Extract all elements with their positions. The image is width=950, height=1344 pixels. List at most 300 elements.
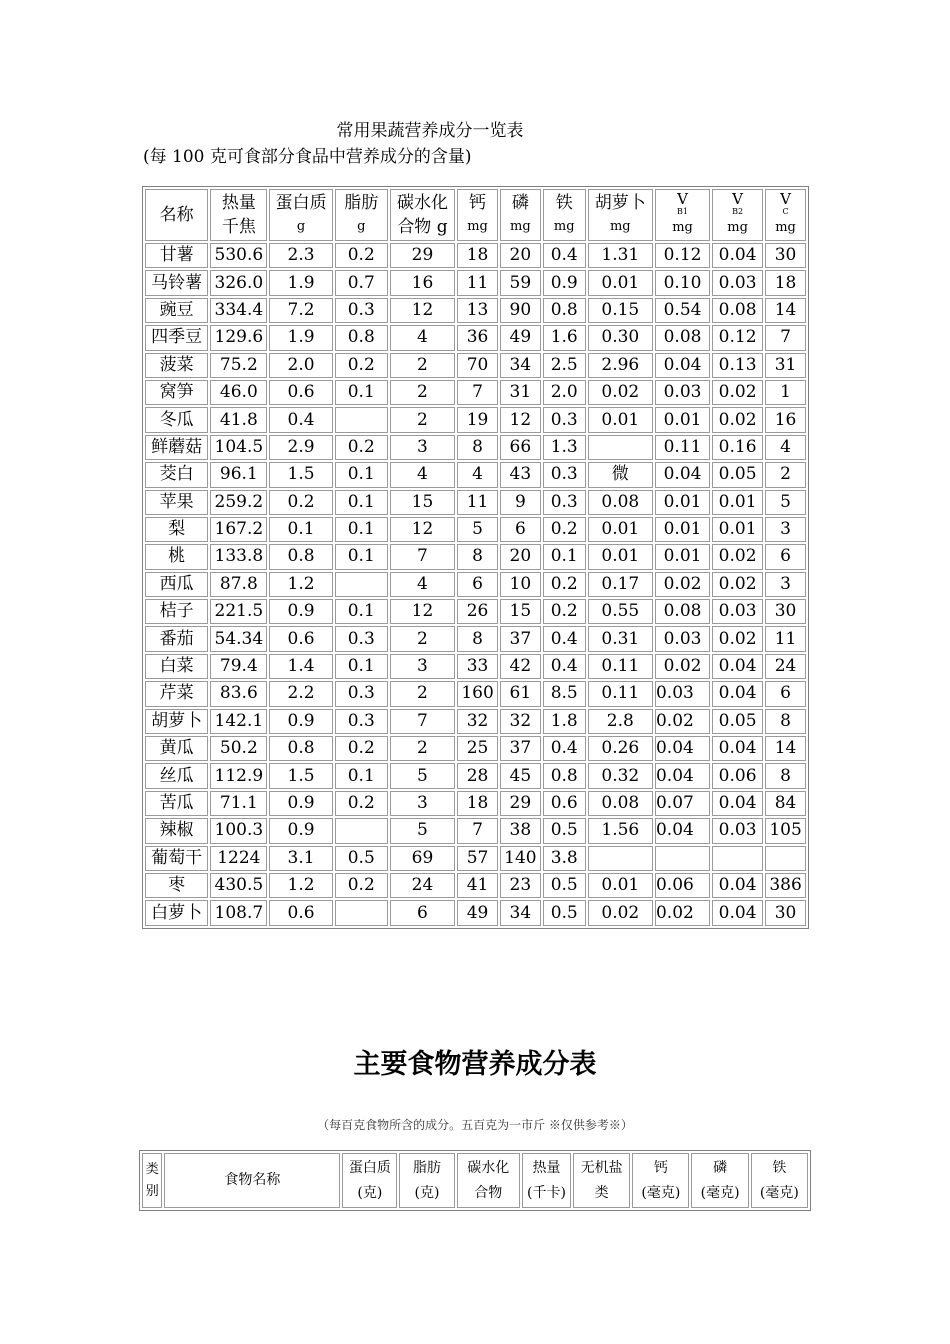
cell-heat: 129.6 [210,325,267,350]
cell-calcium: 36 [457,325,498,350]
cell-iron: 2.0 [543,380,586,405]
cell-fat: 0.2 [335,873,388,898]
header-carb: 碳水化 合物 g [390,189,455,241]
cell-protein: 0.6 [269,380,332,405]
header-protein: 蛋白质 (克) [342,1153,397,1208]
cell-vb1: 0.01 [655,407,710,432]
cell-carb: 16 [390,270,455,295]
cell-phosphorus: 90 [500,298,541,323]
cell-calcium: 25 [457,736,498,761]
cell-vc: 5 [765,490,806,515]
cell-vb2: 0.02 [712,380,763,405]
cell-name: 菠菜 [145,353,208,378]
cell-carotene: 0.30 [588,325,653,350]
table-row [145,490,806,515]
cell-iron: 0.1 [543,544,586,569]
cell-vc: 30 [765,243,806,268]
cell-calcium: 8 [457,544,498,569]
cell-iron: 1.3 [543,435,586,460]
cell-protein: 0.8 [269,544,332,569]
cell-phosphorus: 31 [500,380,541,405]
cell-iron: 8.5 [543,681,586,706]
cell-phosphorus: 45 [500,763,541,788]
cell-phosphorus: 42 [500,654,541,679]
cell-heat: 79.4 [210,654,267,679]
cell-vc: 1 [765,380,806,405]
cell-heat: 142.1 [210,709,267,734]
cell-vc: 6 [765,681,806,706]
cell-fat: 0.2 [335,243,388,268]
cell-fat: 0.1 [335,599,388,624]
cell-heat: 96.1 [210,462,267,487]
section2-title: 主要食物营养成分表 [353,1049,597,1080]
cell-heat: 530.6 [210,243,267,268]
cell-fat [335,818,388,843]
cell-calcium: 13 [457,298,498,323]
cell-name: 桔子 [145,599,208,624]
cell-vc: 84 [765,791,806,816]
cell-fat [335,900,388,925]
cell-protein: 3.1 [269,846,332,871]
cell-phosphorus: 29 [500,791,541,816]
header-carb: 碳水化 合物 [457,1153,520,1208]
cell-fat [335,572,388,597]
cell-carotene: 0.11 [588,654,653,679]
cell-iron: 1.8 [543,709,586,734]
table-row [145,544,806,569]
cell-name: 苦瓜 [145,791,208,816]
cell-fat: 0.3 [335,298,388,323]
cell-iron: 0.4 [543,736,586,761]
cell-fat: 0.1 [335,380,388,405]
cell-protein: 2.9 [269,435,332,460]
cell-iron: 0.3 [543,490,586,515]
cell-carb: 6 [390,900,455,925]
cell-carb: 7 [390,709,455,734]
cell-phosphorus: 61 [500,681,541,706]
cell-fat: 0.8 [335,325,388,350]
table-row [145,599,806,624]
cell-carotene: 0.15 [588,298,653,323]
cell-protein: 0.9 [269,709,332,734]
table-row [145,846,806,871]
cell-vb1: 0.01 [655,544,710,569]
table-row [145,325,806,350]
cell-vb2: 0.02 [712,544,763,569]
cell-carotene: 0.01 [588,544,653,569]
cell-carb: 12 [390,599,455,624]
cell-calcium: 49 [457,900,498,925]
cell-name: 鲜蘑菇 [145,435,208,460]
table-row [145,353,806,378]
cell-vb2: 0.06 [712,763,763,788]
cell-fat [335,407,388,432]
table-row [145,709,806,734]
cell-carb: 24 [390,873,455,898]
cell-calcium: 19 [457,407,498,432]
cell-vc: 14 [765,736,806,761]
cell-fat: 0.1 [335,544,388,569]
cell-carotene: 0.08 [588,791,653,816]
cell-calcium: 11 [457,490,498,515]
cell-calcium: 8 [457,435,498,460]
table-row [145,517,806,542]
cell-vc: 24 [765,654,806,679]
cell-name: 桃 [145,544,208,569]
cell-vb2: 0.01 [712,490,763,515]
header-fat: 脂肪 g [335,189,388,241]
cell-vb1: 0.02 [655,709,710,734]
header-vc: V C mg [765,189,806,241]
cell-phosphorus: 43 [500,462,541,487]
cell-heat: 100.3 [210,818,267,843]
cell-phosphorus: 49 [500,325,541,350]
cell-heat: 104.5 [210,435,267,460]
cell-iron: 0.3 [543,407,586,432]
cell-vc: 14 [765,298,806,323]
cell-iron: 0.5 [543,900,586,925]
table-row [145,763,806,788]
header-row [145,189,806,241]
cell-iron: 0.4 [543,626,586,651]
cell-name: 胡萝卜 [145,709,208,734]
cell-iron: 0.8 [543,298,586,323]
cell-heat: 71.1 [210,791,267,816]
cell-carotene: 0.08 [588,490,653,515]
cell-vb2: 0.04 [712,654,763,679]
cell-name: 葡萄干 [145,846,208,871]
table-subtitle: (每 100 克可食部分食品中营养成分的含量) [143,147,472,167]
cell-vb2: 0.12 [712,325,763,350]
cell-vb1: 0.06 [655,873,710,898]
cell-carotene: 0.31 [588,626,653,651]
cell-carotene: 0.01 [588,270,653,295]
cell-protein: 1.2 [269,572,332,597]
cell-carb: 12 [390,517,455,542]
cell-vb2: 0.04 [712,791,763,816]
cell-calcium: 7 [457,818,498,843]
cell-vc: 3 [765,572,806,597]
cell-vc: 6 [765,544,806,569]
cell-phosphorus: 9 [500,490,541,515]
cell-carb: 2 [390,353,455,378]
cell-carb: 2 [390,380,455,405]
cell-vb1: 0.12 [655,243,710,268]
cell-carb: 4 [390,462,455,487]
table-row [145,681,806,706]
table-row [145,462,806,487]
cell-iron: 0.9 [543,270,586,295]
cell-heat: 46.0 [210,380,267,405]
table-row [145,873,806,898]
cell-fat: 0.1 [335,490,388,515]
cell-vb1: 0.08 [655,599,710,624]
cell-calcium: 26 [457,599,498,624]
table-row [145,270,806,295]
cell-vb1: 0.04 [655,462,710,487]
cell-name: 甘薯 [145,243,208,268]
cell-vb1: 0.02 [655,900,710,925]
cell-name: 丝瓜 [145,763,208,788]
table-title: 常用果蔬营养成分一览表 [336,121,524,141]
cell-protein: 0.6 [269,900,332,925]
cell-vc: 11 [765,626,806,651]
cell-vc: 386 [765,873,806,898]
cell-phosphorus: 12 [500,407,541,432]
table-row [145,900,806,925]
cell-name: 黄瓜 [145,736,208,761]
cell-phosphorus: 34 [500,353,541,378]
header-carotene: 胡萝卜 mg [588,189,653,241]
cell-heat: 50.2 [210,736,267,761]
cell-vb1: 0.07 [655,791,710,816]
cell-vb1: 0.01 [655,517,710,542]
cell-vb1: 0.03 [655,681,710,706]
cell-protein: 0.4 [269,407,332,432]
cell-phosphorus: 34 [500,900,541,925]
cell-fat: 0.7 [335,270,388,295]
header-phosphorus: 磷 (毫克) [691,1153,748,1208]
cell-heat: 75.2 [210,353,267,378]
cell-fat: 0.1 [335,517,388,542]
cell-heat: 133.8 [210,544,267,569]
cell-iron: 3.8 [543,846,586,871]
cell-phosphorus: 59 [500,270,541,295]
cell-calcium: 6 [457,572,498,597]
cell-carb: 3 [390,654,455,679]
cell-phosphorus: 23 [500,873,541,898]
cell-protein: 0.2 [269,490,332,515]
cell-carb: 69 [390,846,455,871]
header-row [142,1153,808,1208]
table-row [145,243,806,268]
cell-vc: 30 [765,900,806,925]
cell-iron: 0.6 [543,791,586,816]
cell-name: 辣椒 [145,818,208,843]
cell-calcium: 33 [457,654,498,679]
cell-name: 西瓜 [145,572,208,597]
cell-vb1: 0.04 [655,736,710,761]
cell-calcium: 11 [457,270,498,295]
cell-vc: 16 [765,407,806,432]
cell-protein: 1.5 [269,462,332,487]
table-row [145,791,806,816]
table-row [145,736,806,761]
cell-vb1: 0.04 [655,763,710,788]
cell-carb: 2 [390,626,455,651]
cell-vc: 3 [765,517,806,542]
cell-protein: 0.6 [269,626,332,651]
cell-carotene: 0.26 [588,736,653,761]
cell-protein: 1.5 [269,763,332,788]
cell-protein: 0.9 [269,818,332,843]
cell-carotene [588,435,653,460]
cell-heat: 167.2 [210,517,267,542]
cell-vb2: 0.16 [712,435,763,460]
header-phosphorus: 磷 mg [500,189,541,241]
cell-fat: 0.3 [335,681,388,706]
cell-protein: 0.9 [269,599,332,624]
cell-vb2: 0.03 [712,270,763,295]
cell-fat: 0.5 [335,846,388,871]
table-row [145,818,806,843]
cell-fat: 0.1 [335,462,388,487]
cell-iron: 0.2 [543,599,586,624]
cell-vb2: 0.02 [712,407,763,432]
cell-carotene: 0.01 [588,407,653,432]
cell-calcium: 41 [457,873,498,898]
cell-name: 茭白 [145,462,208,487]
cell-vc: 30 [765,599,806,624]
cell-protein: 0.8 [269,736,332,761]
cell-heat: 334.4 [210,298,267,323]
cell-protein: 1.9 [269,325,332,350]
cell-carotene: 0.11 [588,681,653,706]
cell-phosphorus: 66 [500,435,541,460]
table-row [145,380,806,405]
cell-vb2: 0.04 [712,900,763,925]
cell-name: 番茄 [145,626,208,651]
cell-carb: 29 [390,243,455,268]
table-row [145,407,806,432]
cell-heat: 326.0 [210,270,267,295]
cell-name: 四季豆 [145,325,208,350]
cell-vc: 8 [765,763,806,788]
cell-carotene: 2.96 [588,353,653,378]
cell-protein: 0.1 [269,517,332,542]
cell-carb: 4 [390,325,455,350]
section2-subtitle: （每百克食物所含的成分。五百克为一市斤 ※仅供参考※） [317,1118,633,1132]
cell-protein: 1.9 [269,270,332,295]
cell-protein: 2.2 [269,681,332,706]
cell-carb: 7 [390,544,455,569]
cell-carb: 3 [390,435,455,460]
header-heat: 热量 (千卡) [522,1153,571,1208]
cell-calcium: 160 [457,681,498,706]
cell-calcium: 4 [457,462,498,487]
cell-iron: 1.6 [543,325,586,350]
cell-vb2: 0.08 [712,298,763,323]
cell-heat: 430.5 [210,873,267,898]
cell-vb1: 0.02 [655,572,710,597]
cell-calcium: 57 [457,846,498,871]
header-protein: 蛋白质 g [269,189,332,241]
cell-carb: 12 [390,298,455,323]
cell-heat: 112.9 [210,763,267,788]
cell-calcium: 5 [457,517,498,542]
cell-phosphorus: 15 [500,599,541,624]
table-row [145,435,806,460]
cell-phosphorus: 20 [500,544,541,569]
cell-calcium: 70 [457,353,498,378]
header-fat: 脂肪 (克) [399,1153,454,1208]
cell-name: 白萝卜 [145,900,208,925]
cell-vb1: 0.11 [655,435,710,460]
cell-carb: 3 [390,791,455,816]
cell-carb: 5 [390,818,455,843]
cell-carotene: 0.02 [588,380,653,405]
cell-vb2 [712,846,763,871]
cell-vc: 105 [765,818,806,843]
cell-phosphorus: 37 [500,626,541,651]
cell-carotene: 微 [588,462,653,487]
cell-name: 梨 [145,517,208,542]
cell-protein: 2.0 [269,353,332,378]
cell-iron: 2.5 [543,353,586,378]
cell-vc: 31 [765,353,806,378]
cell-protein: 7.2 [269,298,332,323]
header-vb1: V B1 mg [655,189,710,241]
cell-vb2: 0.01 [712,517,763,542]
cell-carb: 5 [390,763,455,788]
cell-vb1 [655,846,710,871]
cell-heat: 1224 [210,846,267,871]
cell-protein: 1.4 [269,654,332,679]
cell-vb2: 0.04 [712,681,763,706]
cell-calcium: 32 [457,709,498,734]
cell-vb1: 0.08 [655,325,710,350]
header-calcium: 钙 (毫克) [632,1153,689,1208]
cell-protein: 0.9 [269,791,332,816]
cell-fat: 0.3 [335,626,388,651]
cell-vc: 4 [765,435,806,460]
cell-name: 枣 [145,873,208,898]
header-heat: 热量 千焦 [210,189,267,241]
cell-vb2: 0.13 [712,353,763,378]
cell-phosphorus: 32 [500,709,541,734]
cell-carotene: 1.56 [588,818,653,843]
cell-carb: 4 [390,572,455,597]
main-food-nutrition-table [139,1150,811,1211]
cell-iron: 0.3 [543,462,586,487]
fruit-vegetable-nutrition-table [142,186,809,929]
cell-carotene [588,846,653,871]
cell-vb2: 0.04 [712,873,763,898]
cell-fat: 0.2 [335,435,388,460]
cell-fat: 0.1 [335,763,388,788]
cell-vb1: 0.01 [655,490,710,515]
cell-vb2: 0.04 [712,736,763,761]
header-calcium: 钙 mg [457,189,498,241]
cell-vb2: 0.02 [712,572,763,597]
cell-name: 冬瓜 [145,407,208,432]
cell-heat: 83.6 [210,681,267,706]
cell-vb2: 0.05 [712,462,763,487]
cell-iron: 0.8 [543,763,586,788]
cell-vb2: 0.02 [712,626,763,651]
cell-carotene: 0.55 [588,599,653,624]
cell-vb1: 0.03 [655,626,710,651]
cell-iron: 0.5 [543,818,586,843]
header-vb2: V B2 mg [712,189,763,241]
cell-name: 芹菜 [145,681,208,706]
cell-calcium: 18 [457,791,498,816]
cell-name: 白菜 [145,654,208,679]
cell-carotene: 0.01 [588,873,653,898]
cell-carotene: 1.31 [588,243,653,268]
cell-vc [765,846,806,871]
cell-vb1: 0.10 [655,270,710,295]
table-row [145,654,806,679]
cell-carb: 15 [390,490,455,515]
cell-fat: 0.2 [335,736,388,761]
cell-iron: 0.5 [543,873,586,898]
cell-vb1: 0.04 [655,353,710,378]
cell-iron: 0.4 [543,243,586,268]
cell-carotene: 0.32 [588,763,653,788]
cell-fat: 0.3 [335,709,388,734]
cell-protein: 2.3 [269,243,332,268]
